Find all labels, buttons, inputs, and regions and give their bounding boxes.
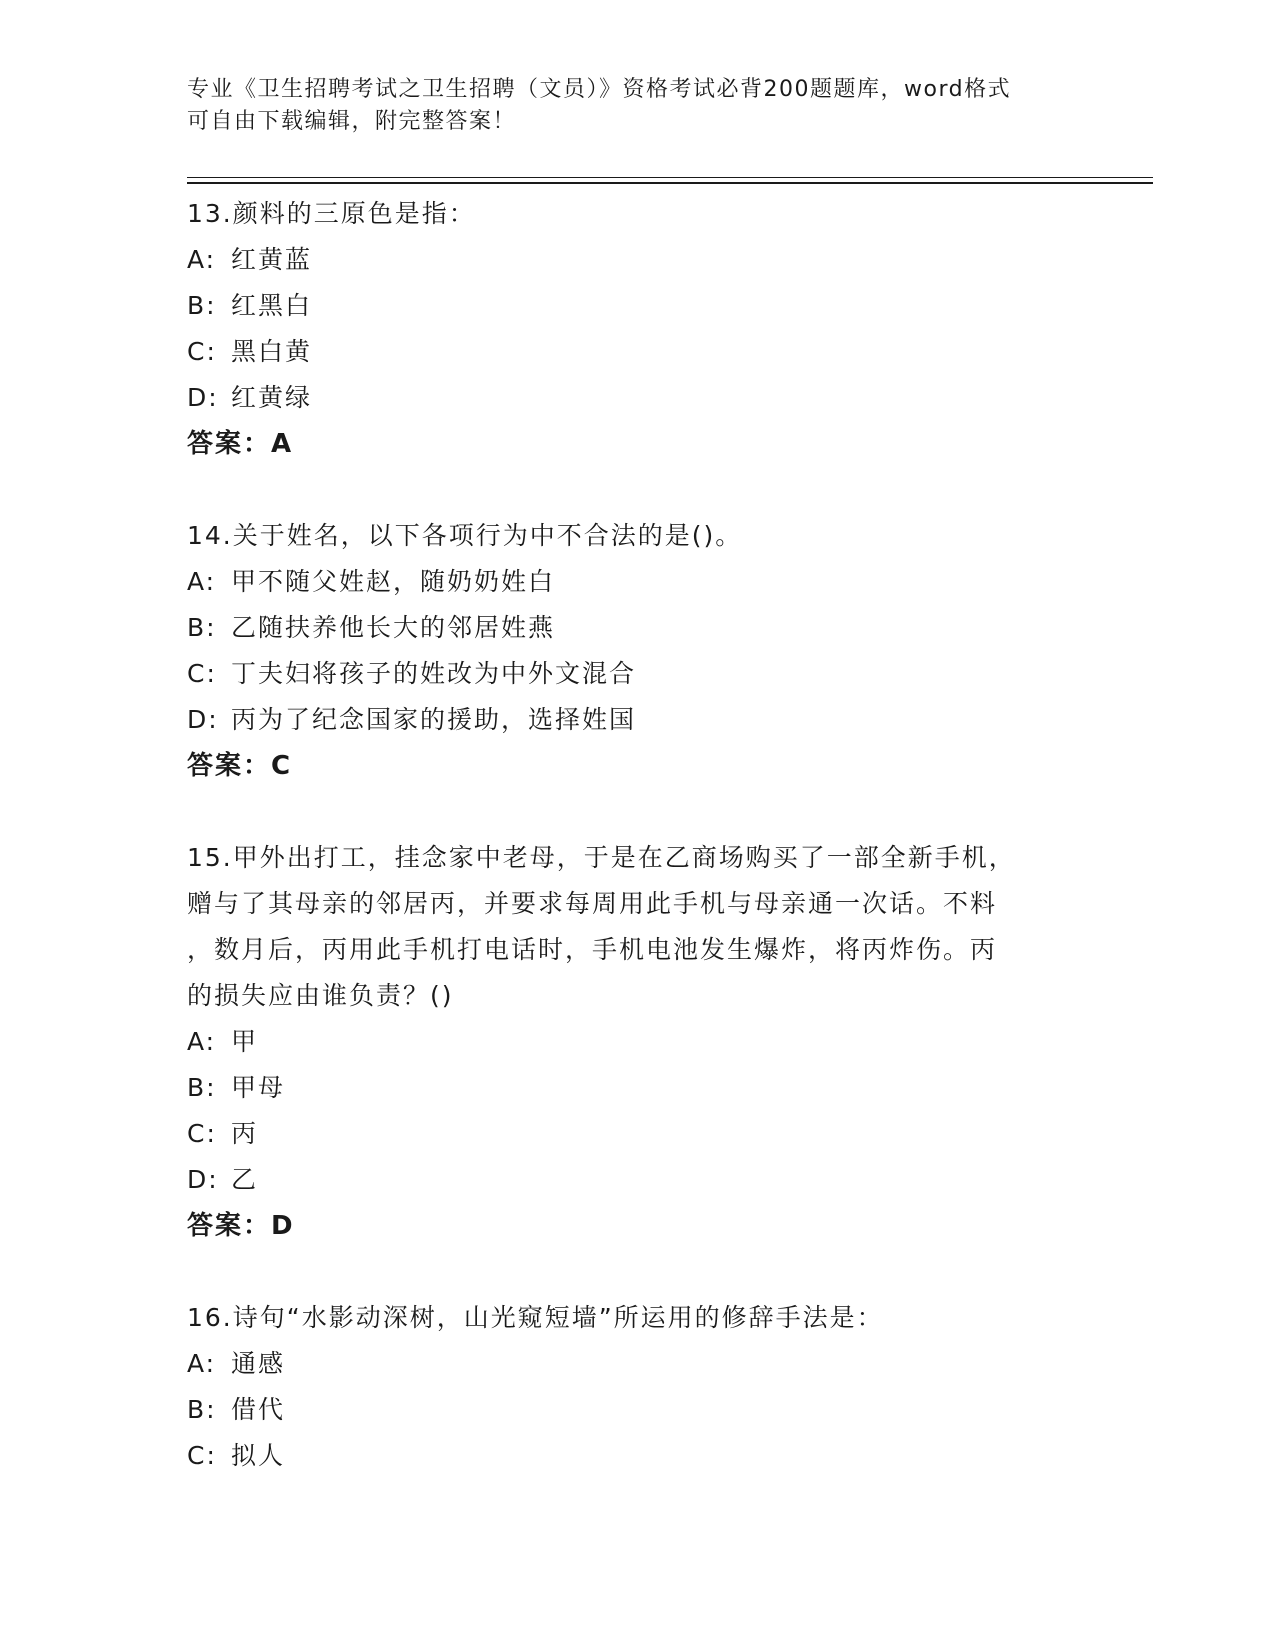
- option-text: 丙: [231, 1119, 259, 1148]
- option-a: [187, 559, 1067, 605]
- option-c: [187, 1111, 1067, 1157]
- question-text-line-1: 15.甲外出打工，挂念家中老母，于是在乙商场购买了一部全新手机，: [187, 843, 1016, 872]
- option-text: 乙: [231, 1165, 259, 1194]
- option-text: 甲: [231, 1027, 259, 1056]
- option-letter: C:: [187, 659, 217, 688]
- header-rule-thin: [187, 177, 1153, 178]
- option-text: 乙随扶养他长大的邻居姓燕: [231, 613, 556, 642]
- question-text-line-4: 的损失应由谁负责？(): [187, 981, 454, 1010]
- option-d: [187, 697, 1067, 743]
- option-letter: B:: [187, 291, 217, 320]
- option-text: 甲母: [231, 1073, 286, 1102]
- answer-line: 答案：D: [187, 1211, 295, 1241]
- header-line-1: 专业《卫生招聘考试之卫生招聘（文员）》资格考试必背200题题库，word格式: [187, 77, 1012, 102]
- option-a: [187, 1019, 1067, 1065]
- option-d: [187, 1157, 1067, 1203]
- question-14: [187, 513, 1067, 789]
- option-letter: C:: [187, 337, 217, 366]
- option-a: [187, 237, 1067, 283]
- option-c: [187, 329, 1067, 375]
- question-16: [187, 1295, 1067, 1479]
- option-text: 借代: [231, 1395, 286, 1424]
- answer-line: 答案：A: [187, 429, 294, 459]
- option-b: [187, 1065, 1067, 1111]
- option-text: 通感: [231, 1349, 286, 1378]
- option-letter: C:: [187, 1441, 217, 1470]
- question-text: 13.颜料的三原色是指：: [187, 199, 476, 228]
- option-letter: D:: [187, 705, 219, 734]
- question-list: [187, 191, 1067, 1525]
- question-15: [187, 835, 1067, 1249]
- document-header: [187, 74, 1067, 138]
- option-letter: B:: [187, 613, 217, 642]
- option-letter: B:: [187, 1073, 217, 1102]
- question-text-line-3: ，数月后，丙用此手机打电话时，手机电池发生爆炸，将丙炸伤。丙: [187, 935, 998, 964]
- option-text: 丙为了纪念国家的援助，选择姓国: [231, 705, 637, 734]
- option-a: [187, 1341, 1067, 1387]
- option-letter: A:: [187, 1027, 217, 1056]
- option-b: [187, 283, 1067, 329]
- option-text: 红黑白: [231, 291, 313, 320]
- question-13: [187, 191, 1067, 467]
- option-letter: A:: [187, 567, 217, 596]
- option-text: 黑白黄: [231, 337, 313, 366]
- option-c: [187, 1433, 1067, 1479]
- option-text: 红黄蓝: [231, 245, 313, 274]
- option-text: 拟人: [231, 1441, 286, 1470]
- option-letter: A:: [187, 245, 217, 274]
- option-d: [187, 375, 1067, 421]
- option-letter: D:: [187, 1165, 219, 1194]
- option-text: 甲不随父姓赵，随奶奶姓白: [231, 567, 556, 596]
- header-line-2: 可自由下载编辑，附完整答案！: [187, 109, 517, 134]
- option-letter: D:: [187, 383, 219, 412]
- answer-line: 答案：C: [187, 751, 293, 781]
- header-rule-thick: [187, 182, 1153, 184]
- option-letter: A:: [187, 1349, 217, 1378]
- question-text: 16.诗句“水影动深树，山光窥短墙”所运用的修辞手法是：: [187, 1303, 884, 1332]
- option-b: [187, 1387, 1067, 1433]
- question-text-line-2: 赠与了其母亲的邻居丙，并要求每周用此手机与母亲通一次话。不料: [187, 889, 998, 918]
- option-text: 丁夫妇将孩子的姓改为中外文混合: [231, 659, 637, 688]
- option-text: 红黄绿: [231, 383, 313, 412]
- option-letter: B:: [187, 1395, 217, 1424]
- option-letter: C:: [187, 1119, 217, 1148]
- option-b: [187, 605, 1067, 651]
- question-text: 14.关于姓名，以下各项行为中不合法的是()。: [187, 521, 743, 550]
- option-c: [187, 651, 1067, 697]
